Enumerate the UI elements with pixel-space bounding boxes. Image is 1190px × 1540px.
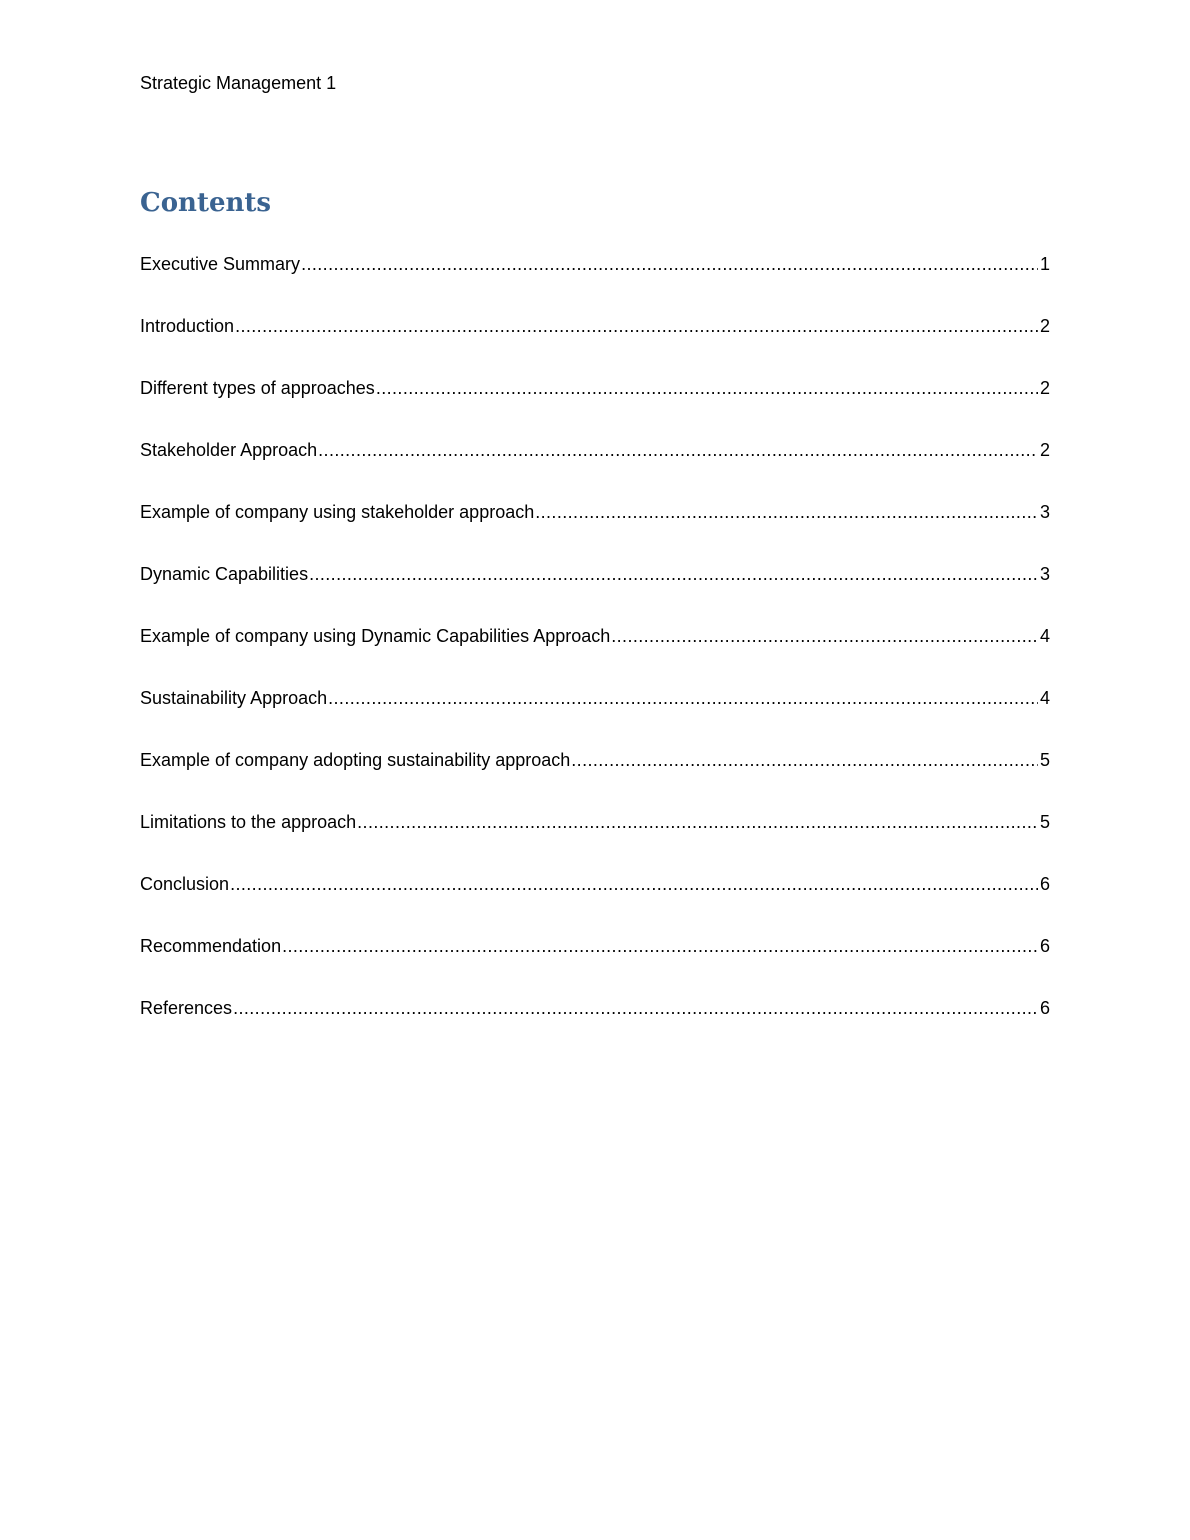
toc-entry-label: Sustainability Approach [140,688,328,708]
toc-entry-label: References [140,998,233,1018]
toc-entry-label: Dynamic Capabilities [140,564,309,584]
toc-entry-executive-summary[interactable] [140,252,1050,314]
toc-entry-recommendation[interactable] [140,934,1050,996]
toc-dot-leader [309,562,1038,586]
toc-entry-label: Introduction [140,316,235,336]
page-header: Strategic Management 1 [140,73,337,93]
toc-dot-leader [357,810,1038,834]
toc-entry-introduction[interactable] [140,314,1050,376]
toc-dot-leader [235,314,1038,338]
toc-dot-leader [230,872,1038,896]
toc-entry-label: Limitations to the approach [140,812,357,832]
toc-dot-leader [376,376,1038,400]
toc-entry-example-sustainability[interactable] [140,748,1050,810]
toc-page-number: 3 [1039,564,1050,584]
toc-entry-dynamic-capabilities[interactable] [140,562,1050,624]
toc-page-number: 5 [1039,812,1050,832]
toc-page-number: 2 [1039,316,1050,336]
toc-entry-example-dynamic-capabilities[interactable] [140,624,1050,686]
toc-title: Contents [140,188,272,218]
toc-page-number: 2 [1039,440,1050,460]
toc-page-number: 5 [1039,750,1050,770]
toc-dot-leader [571,748,1038,772]
toc-entry-label: Example of company using stakeholder approach [140,502,535,522]
toc-entry-label: Recommendation [140,936,282,956]
table-of-contents [140,252,1050,1058]
toc-page-number: 4 [1039,688,1050,708]
toc-dot-leader [233,996,1038,1020]
toc-entry-stakeholder-approach[interactable] [140,438,1050,500]
toc-entry-label: Example of company adopting sustainability approach [140,750,571,770]
toc-dot-leader [282,934,1038,958]
toc-entry-label: Stakeholder Approach [140,440,318,460]
toc-entry-different-types-of-approaches[interactable] [140,376,1050,438]
toc-dot-leader [328,686,1038,710]
toc-page-number: 6 [1039,936,1050,956]
toc-entry-label: Conclusion [140,874,230,894]
toc-page-number: 6 [1039,874,1050,894]
toc-page-number: 1 [1039,254,1050,274]
toc-page-number: 2 [1039,378,1050,398]
toc-entry-label: Example of company using Dynamic Capabilities Approach [140,626,611,646]
toc-dot-leader [318,438,1038,462]
toc-entry-limitations[interactable] [140,810,1050,872]
toc-entry-label: Different types of approaches [140,378,375,398]
toc-entry-conclusion[interactable] [140,872,1050,934]
toc-dot-leader [535,500,1038,524]
toc-dot-leader [301,252,1038,276]
toc-entry-example-stakeholder[interactable] [140,500,1050,562]
toc-page-number: 4 [1039,626,1050,646]
toc-entry-references[interactable] [140,996,1050,1058]
toc-entry-sustainability-approach[interactable] [140,686,1050,748]
toc-entry-label: Executive Summary [140,254,301,274]
toc-page-number: 3 [1039,502,1050,522]
toc-page-number: 6 [1039,998,1050,1018]
toc-dot-leader [611,624,1038,648]
